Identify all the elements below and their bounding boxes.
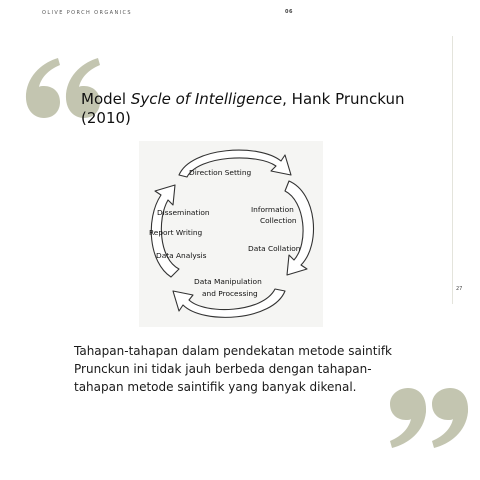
brand-header: OLIVE PORCH ORGANICS <box>42 10 132 16</box>
header-page-number: 06 <box>285 9 293 15</box>
label-dissemination: Dissemination <box>157 208 210 217</box>
label-direction-setting: Direction Setting <box>189 168 252 177</box>
side-divider <box>452 36 453 304</box>
label-data-collation: Data Collation <box>248 244 301 253</box>
label-and-processing: and Processing <box>202 289 258 298</box>
title-italic: Sycle of Intelligence <box>130 90 283 108</box>
label-collection: Collection <box>260 216 297 225</box>
label-information: Information <box>251 205 294 214</box>
slide-title <box>81 90 421 128</box>
intelligence-cycle-diagram <box>139 141 323 327</box>
side-page-number: 27 <box>456 286 463 292</box>
title-suffix: , Hank Prunckun (2010) <box>81 90 405 127</box>
title-prefix: Model <box>81 90 131 108</box>
arrow-right <box>285 181 314 275</box>
label-data-analysis: Data Analysis <box>156 251 207 260</box>
label-report-writing: Report Writing <box>149 228 203 237</box>
close-quote-icon <box>386 386 476 452</box>
body-paragraph: Tahapan-tahapan dalam pendekatan metode saintifk Prunckun ini tidak jauh berbeda dengan tahapan-tahapan metode saintifik yang banyak dikenal. <box>74 344 392 394</box>
label-data-manipulation: Data Manipulation <box>194 277 262 286</box>
